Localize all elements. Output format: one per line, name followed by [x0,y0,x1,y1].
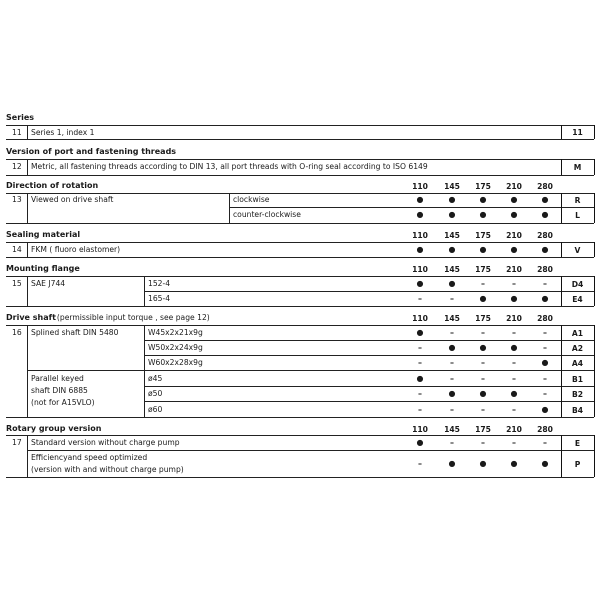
mark: ● [479,389,487,398]
rotation-label-ccw: counter-clockwise [233,210,301,219]
shaft-label-d45: ø45 [148,374,163,383]
mark: ● [448,459,456,468]
rotation-number: 13 [12,195,22,204]
shaft-label-d60: ø60 [148,405,163,414]
mark: ● [510,459,518,468]
mark: ● [541,459,549,468]
mark: – [418,405,422,414]
mark: ● [416,438,424,447]
port-number: 12 [12,162,22,171]
mark: ● [541,358,549,367]
shaft-label-w50: W50x2x24x9g [148,343,203,352]
rotary-size-110: 110 [412,425,428,434]
shaft-number: 16 [12,328,22,337]
shaft-heading-note: (permissible input torque , see page 12) [56,313,210,322]
shaft-size-280: 280 [537,314,553,323]
mark: – [450,405,454,414]
mark: – [512,279,516,288]
shaft-code-a4: A4 [571,359,584,368]
mark: ● [479,459,487,468]
shaft-size-175: 175 [475,314,491,323]
sealing-number: 14 [12,245,22,254]
rotation-description: Viewed on drive shaft [31,195,114,204]
rotary-label-optimized: Efficiencyand speed optimized [31,453,148,462]
mark: – [481,374,485,383]
mark: – [543,389,547,398]
shaft-size-145: 145 [444,314,460,323]
mark: – [418,294,422,303]
mark: ● [448,195,456,204]
rotary-heading: Rotary group version [6,424,102,433]
rotation-label-cw: clockwise [233,195,270,204]
flange-size-210: 210 [506,265,522,274]
sealing-heading: Sealing material [6,230,81,239]
mark: ● [479,195,487,204]
mark: ● [416,210,424,219]
flange-size-175: 175 [475,265,491,274]
mark: – [418,389,422,398]
rotation-heading: Direction of rotation [6,181,99,190]
mark: ● [416,374,424,383]
flange-number: 15 [12,279,22,288]
mark: – [543,328,547,337]
shaft-label-w60: W60x2x28x9g [148,358,203,367]
shaft-label-w45: W45x2x21x9g [148,328,203,337]
sealing-code: V [574,246,581,255]
sealing-size-280: 280 [537,231,553,240]
mark: ● [510,294,518,303]
rotary-label-optimized-note: (version with and without charge pump) [31,465,184,474]
mark: – [543,343,547,352]
shaft-code-a2: A2 [571,344,584,353]
rotation-size-280: 280 [537,182,553,191]
series-number: 11 [12,128,22,137]
mark: – [418,459,422,468]
series-heading: Series [6,113,35,122]
series-description: Series 1, index 1 [31,128,95,137]
sealing-size-175: 175 [475,231,491,240]
shaft-group-keyed-1: Parallel keyed [31,374,84,383]
mark: – [418,358,422,367]
rotation-code-r: R [574,196,581,205]
flange-description: SAE J744 [31,279,66,288]
mark: ● [479,343,487,352]
flange-code-e4: E4 [572,295,583,304]
rotation-size-145: 145 [444,182,460,191]
mark: ● [479,210,487,219]
shaft-heading: Drive shaft(permissible input torque , see page 12) [6,313,210,322]
mark: ● [416,279,424,288]
mark: ● [541,405,549,414]
mark: – [450,438,454,447]
rotary-code-p: P [574,460,581,469]
shaft-code-b2: B2 [571,390,584,399]
mark: ● [510,343,518,352]
flange-label-152: 152-4 [148,279,171,288]
mark: ● [448,343,456,352]
shaft-code-b4: B4 [571,406,584,415]
mark: – [543,438,547,447]
mark: ● [416,245,424,254]
mark: – [512,438,516,447]
rotation-size-110: 110 [412,182,428,191]
shaft-size-210: 210 [506,314,522,323]
rotary-code-e: E [574,439,581,448]
flange-heading: Mounting flange [6,264,80,273]
shaft-group-keyed-3: (not for A15VLO) [31,398,95,407]
mark: – [481,279,485,288]
flange-size-280: 280 [537,265,553,274]
mark: – [481,328,485,337]
port-description: Metric, all fastening threads according to DIN 13, all port threads with O-ring seal according to ISO 6149 [31,162,428,171]
sealing-description: FKM ( fluoro elastomer) [31,245,121,254]
rotary-size-210: 210 [506,425,522,434]
mark: ● [510,210,518,219]
mark: – [450,328,454,337]
rotary-size-145: 145 [444,425,460,434]
mark: – [512,374,516,383]
rotary-label-standard: Standard version without charge pump [31,438,180,447]
shaft-label-d50: ø50 [148,389,163,398]
port-code: M [573,163,582,172]
mark: – [418,343,422,352]
mark: – [543,374,547,383]
rotary-size-175: 175 [475,425,491,434]
mark: ● [510,195,518,204]
mark: – [481,405,485,414]
mark: – [481,358,485,367]
rotary-size-280: 280 [537,425,553,434]
mark: ● [448,210,456,219]
mark: ● [541,195,549,204]
mark: – [512,405,516,414]
mark: ● [448,389,456,398]
shaft-size-110: 110 [412,314,428,323]
mark: – [450,374,454,383]
mark: – [450,358,454,367]
mark: ● [510,245,518,254]
rotation-size-210: 210 [506,182,522,191]
mark: – [512,358,516,367]
mark: ● [448,279,456,288]
series-code: 11 [572,128,583,137]
mark: ● [416,328,424,337]
mark: ● [448,245,456,254]
flange-code-d4: D4 [571,280,584,289]
mark: – [481,438,485,447]
mark: ● [510,389,518,398]
sealing-size-210: 210 [506,231,522,240]
mark: – [450,294,454,303]
mark: ● [541,245,549,254]
mark: ● [416,195,424,204]
mark: – [512,328,516,337]
sealing-size-110: 110 [412,231,428,240]
mark: – [543,279,547,288]
mark: ● [541,210,549,219]
shaft-group-splined: Splined shaft DIN 5480 [31,328,119,337]
rotation-code-l: L [575,211,580,220]
mark: ● [479,294,487,303]
mark: ● [541,294,549,303]
shaft-code-a1: A1 [571,329,584,338]
rotary-number: 17 [12,438,22,447]
flange-size-110: 110 [412,265,428,274]
port-heading: Version of port and fastening threads [6,147,177,156]
shaft-group-keyed-2: shaft DIN 6885 [31,386,88,395]
flange-label-165: 165-4 [148,294,171,303]
mark: ● [479,245,487,254]
flange-size-145: 145 [444,265,460,274]
rotation-size-175: 175 [475,182,491,191]
shaft-code-b1: B1 [571,375,584,384]
sealing-size-145: 145 [444,231,460,240]
